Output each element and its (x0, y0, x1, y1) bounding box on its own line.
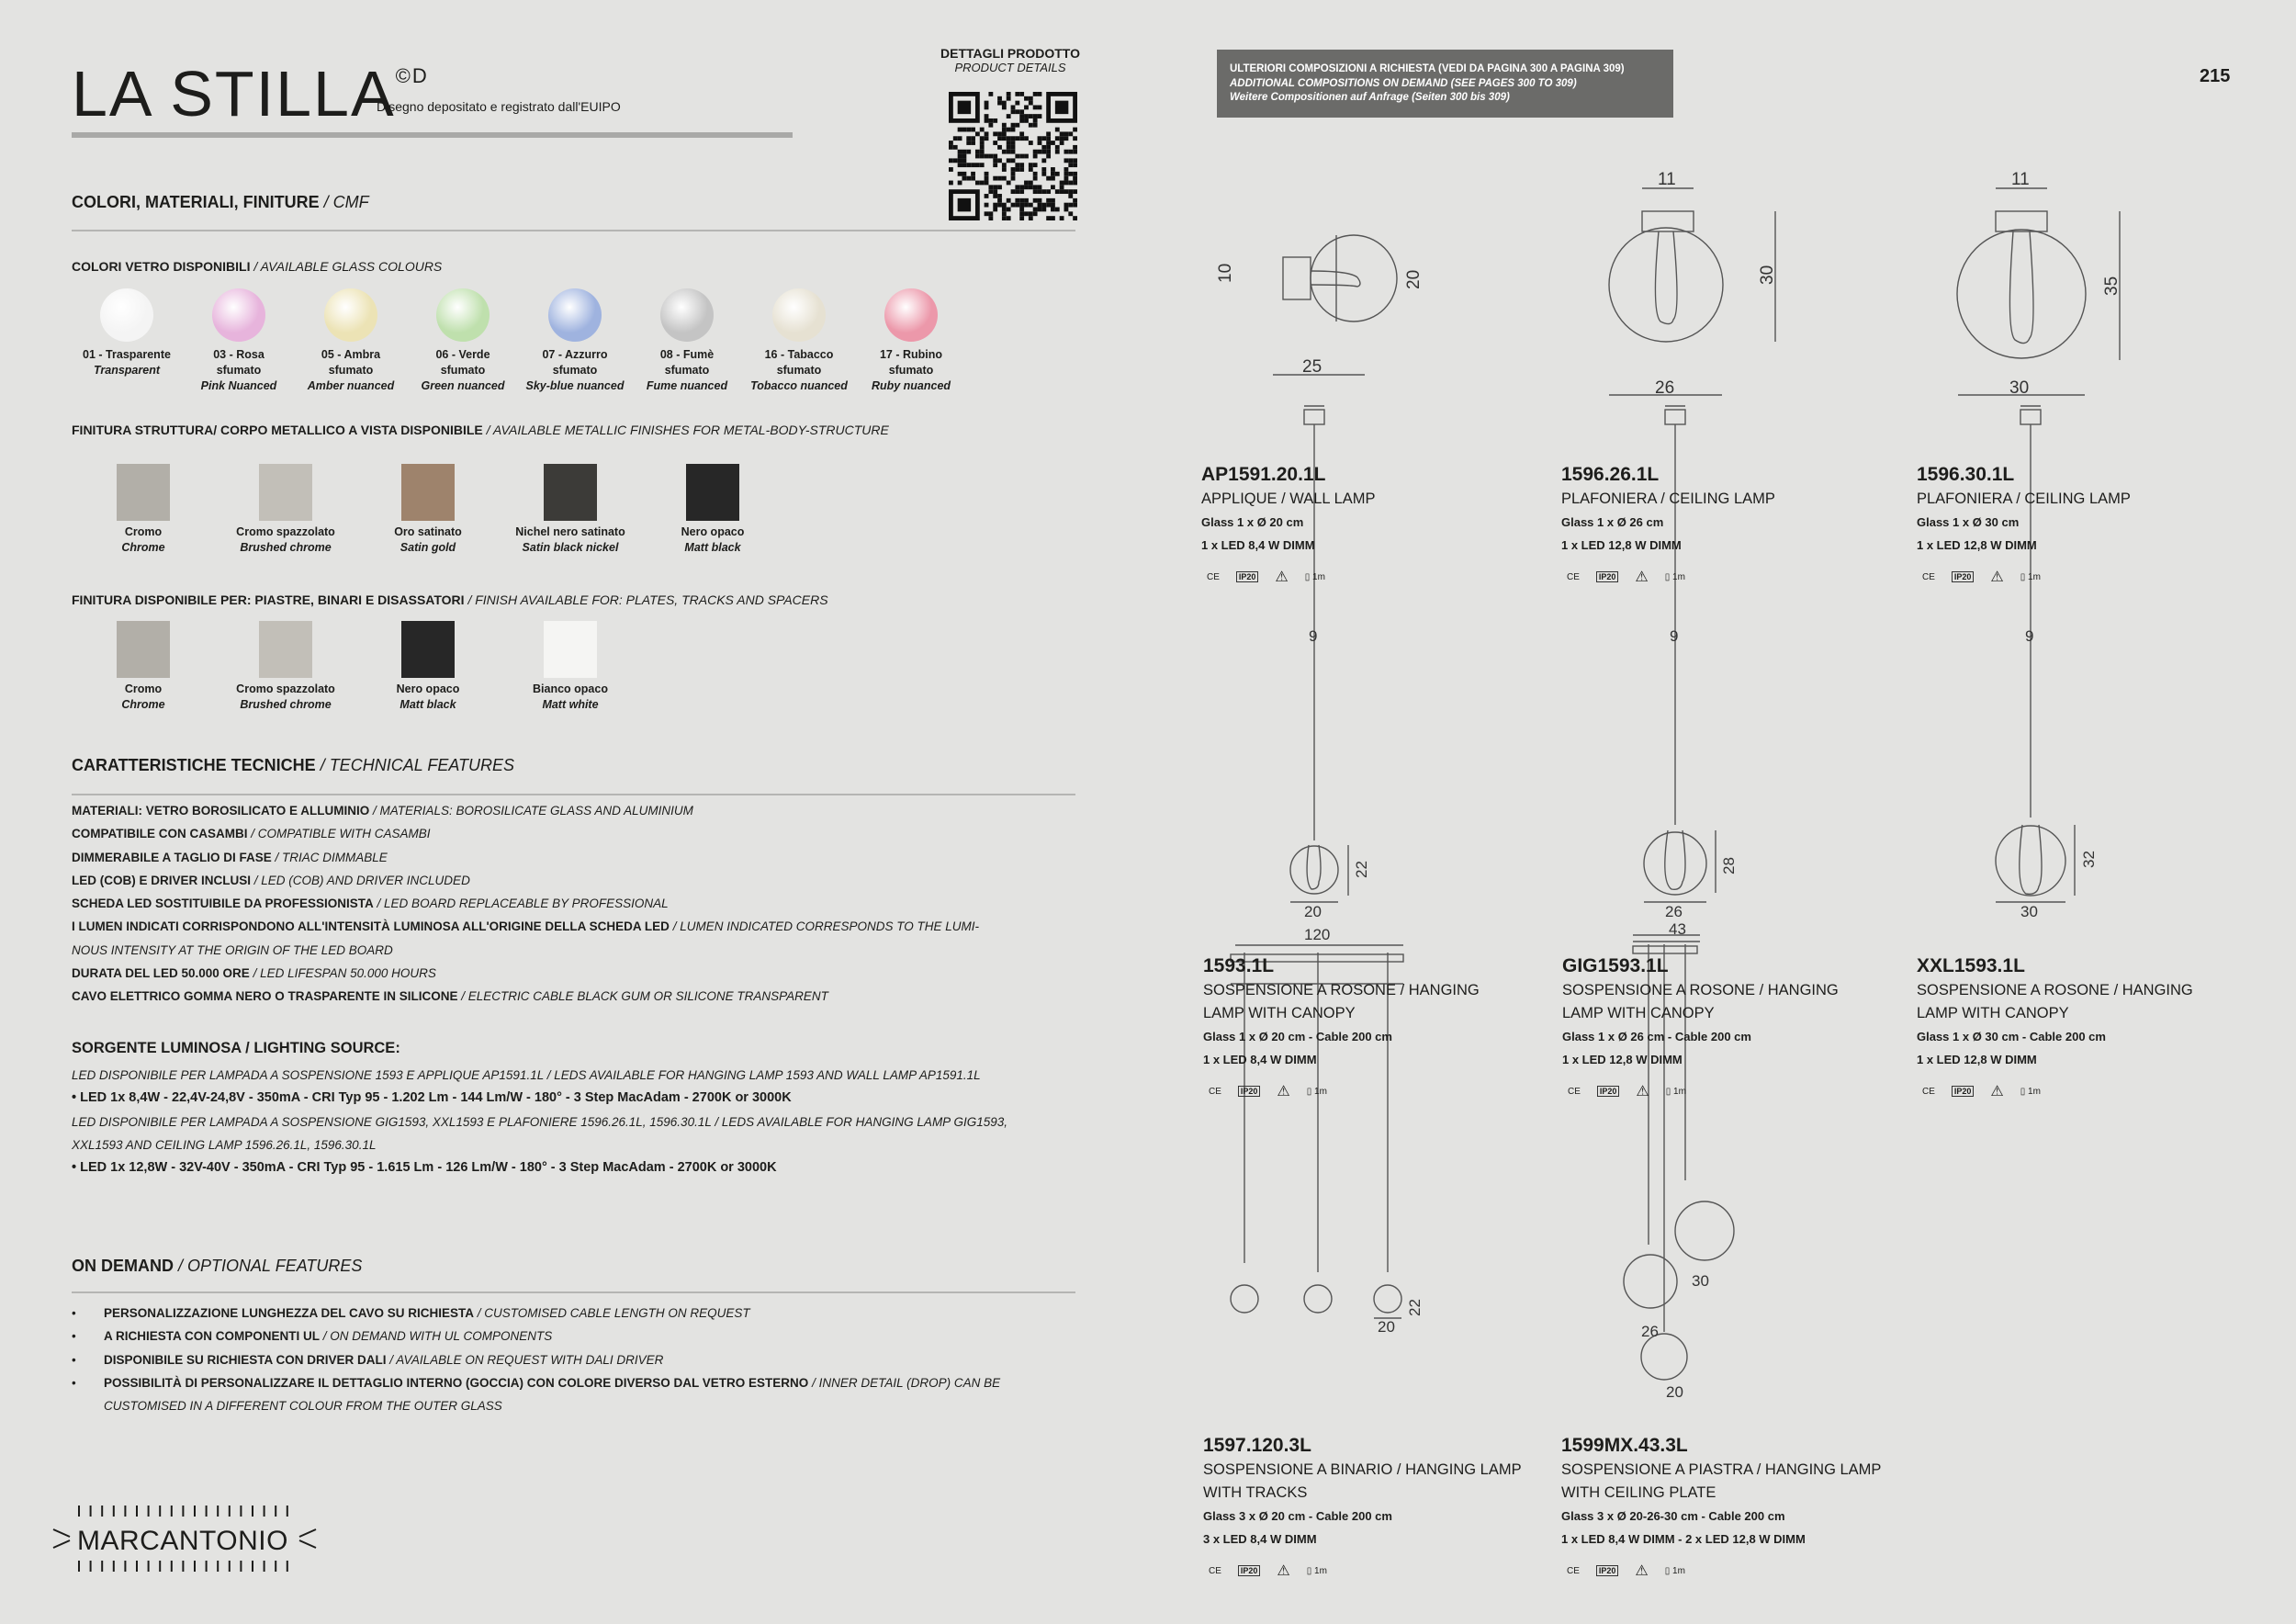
page-number: 215 (2200, 66, 2231, 86)
warning-triangle-icon: ⚠ (1990, 570, 2004, 585)
glass-colour-6: 08 - Fumè sfumato Fume nuanced (632, 288, 742, 394)
brand-name: MARCANTONIO (77, 1526, 288, 1556)
warning-triangle-icon: ⚠ (1277, 1084, 1290, 1100)
product-1597-120-3l (1203, 1435, 1561, 1580)
dim-p30-b: 35 (2102, 276, 2122, 296)
demand-item: • PERSONALIZZAZIONE LUNGHEZZA DEL CAVO SU RICHIESTA / CUSTOMISED CABLE LENGTH ON REQUEST (72, 1306, 750, 1320)
product-glass: Glass 1 x Ø 26 cm - Cable 200 cm (1562, 1030, 1751, 1043)
glass-ball-icon (772, 288, 826, 342)
distance-1m-icon: ▯ 1m (1664, 1565, 1685, 1576)
product-code: 1599MX.43.3L (1561, 1435, 1688, 1456)
cmf-rule (72, 230, 1075, 231)
dim-plate-c: 26 (1641, 1323, 1659, 1340)
dim-xxl-c: 30 (2020, 903, 2038, 920)
product-gig1593-1l (1562, 955, 1920, 1100)
finish-chip-icon (686, 464, 739, 521)
metal-finish-3: Oro satinato Satin gold (355, 464, 501, 556)
product-desc: SOSPENSIONE A BINARIO / HANGING LAMP (1203, 1461, 1522, 1478)
warning-triangle-icon: ⚠ (1635, 570, 1649, 585)
dim-gig-b: 28 (1720, 857, 1738, 874)
plates-finish-4: Bianco opaco Matt white (497, 621, 644, 713)
tech-line: LED (COB) E DRIVER INCLUSI / LED (COB) AND DRIVER INCLUDED (72, 873, 470, 887)
warning-triangle-icon: ⚠ (1277, 1563, 1290, 1579)
distance-1m-icon: ▯ 1m (2020, 1086, 2041, 1097)
product-code: XXL1593.1L (1917, 955, 2025, 976)
dim-plate-a: 43 (1669, 920, 1686, 938)
glass-ball-icon (100, 288, 153, 342)
demand-heading: ON DEMAND / OPTIONAL FEATURES (72, 1257, 363, 1275)
product-led: 1 x LED 8,4 W DIMM (1203, 1053, 1317, 1066)
finish-chip-icon (544, 464, 597, 521)
product-desc: SOSPENSIONE A PIASTRA / HANGING LAMP (1561, 1461, 1882, 1478)
subtitle: Disegno depositato e registrato dall'EUIPO (377, 99, 621, 114)
tech-line: SCHEDA LED SOSTITUIBILE DA PROFESSIONISTA / LED BOARD REPLACEABLE BY PROFESSIONAL (72, 897, 669, 911)
source-line-1: LED DISPONIBILE PER LAMPADA A SOSPENSIONE 1593 E APPLIQUE AP1591.1L / LEDS AVAILABLE FOR HANGING LAMP 1593 AND WALL LAMP AP1591.1L (72, 1068, 981, 1082)
dim-p26-a: 11 (1658, 170, 1676, 189)
product-glass: Glass 1 x Ø 30 cm (1917, 515, 2020, 529)
glass-heading: COLORI VETRO DISPONIBILI / AVAILABLE GLASS COLOURS (72, 259, 443, 274)
ce-mark-icon: CE (1922, 571, 1935, 582)
glass-ball-icon (660, 288, 714, 342)
title-underline (72, 132, 793, 138)
dim-track-c: 20 (1378, 1318, 1395, 1336)
finish-chip-icon (117, 464, 170, 521)
product-glass: Glass 1 x Ø 30 cm - Cable 200 cm (1917, 1030, 2106, 1043)
product-glass: Glass 1 x Ø 20 cm (1201, 515, 1304, 529)
tech-features-list (72, 799, 979, 1009)
qr-code[interactable] (949, 92, 1077, 220)
tech-heading: CARATTERISTICHE TECNICHE / TECHNICAL FEATURES (72, 756, 515, 774)
technical-drawings (1194, 147, 2296, 1451)
product-desc-2: WITH TRACKS (1203, 1484, 1308, 1501)
cert-icons (1209, 1562, 1561, 1580)
product-led: 1 x LED 12,8 W DIMM (1561, 538, 1682, 552)
metal-finish-1: Cromo Chrome (70, 464, 217, 556)
warning-triangle-icon: ⚠ (1990, 1084, 2004, 1100)
metal-finish-5: Nero opaco Matt black (639, 464, 786, 556)
ip20-icon: IP20 (1238, 1565, 1261, 1576)
dim-1593-b: 22 (1353, 861, 1370, 878)
ceiling-lamp-26-drawing (1609, 188, 1775, 395)
dim-plate-b: 30 (1692, 1272, 1709, 1290)
dim-p30-a: 11 (2011, 170, 2030, 189)
product-code: 1596.26.1L (1561, 464, 1660, 485)
plates-finish-3: Nero opaco Matt black (355, 621, 501, 713)
glass-ball-icon (324, 288, 377, 342)
ce-mark-icon: CE (1209, 1086, 1221, 1097)
tech-line: DIMMERABILE A TAGLIO DI FASE / TRIAC DIMMABLE (72, 850, 388, 864)
cert-icons (1207, 568, 1559, 586)
product-xxl1593-1l (1917, 955, 2275, 1100)
tech-rule (72, 794, 1075, 795)
distance-1m-icon: ▯ 1m (2020, 571, 2041, 582)
glass-colour-4: 06 - Verde sfumato Green nuanced (408, 288, 518, 394)
product-1596-26-1l (1561, 464, 1919, 586)
product-led: 1 x LED 12,8 W DIMM (1562, 1053, 1683, 1066)
dim-1593-a: 9 (1309, 627, 1318, 645)
ce-mark-icon: CE (1922, 1086, 1935, 1097)
product-led: 3 x LED 8,4 W DIMM (1203, 1532, 1317, 1546)
product-desc: PLAFONIERA / CEILING LAMP (1917, 491, 2131, 507)
glass-ball-icon (548, 288, 602, 342)
distance-1m-icon: ▯ 1m (1665, 1086, 1686, 1097)
dim-plate-d: 20 (1666, 1383, 1683, 1401)
dim-p26-c: 26 (1655, 378, 1675, 398)
tech-line: I LUMEN INDICATI CORRISPONDONO ALL'INTENSITÀ LUMINOSA ALL'ORIGINE DELLA SCHEDA LED / LUMEN INDICATED CORRESPONDS TO THE LUMI- (72, 919, 979, 934)
ce-mark-icon: CE (1207, 571, 1220, 582)
cert-icons (1568, 1082, 1920, 1100)
warning-triangle-icon: ⚠ (1635, 1563, 1649, 1579)
plates-finish-2: Cromo spazzolato Brushed chrome (212, 621, 359, 713)
finish-chip-icon (117, 621, 170, 678)
glass-colour-1: 01 - Trasparente Transparent (72, 288, 182, 378)
demand-rule (72, 1291, 1075, 1293)
cert-icons (1567, 1562, 1919, 1580)
ip20-icon: IP20 (1596, 571, 1619, 582)
metal-heading: FINITURA STRUTTURA/ CORPO METALLICO A VISTA DISPONIBILE / AVAILABLE METALLIC FINISHES FOR METAL-BODY-STRUCTURE (72, 423, 889, 437)
ce-mark-icon: CE (1567, 571, 1580, 582)
product-code: 1596.30.1L (1917, 464, 2015, 485)
cmf-heading: COLORI, MATERIALI, FINITURE / CMF (72, 193, 369, 211)
ip20-icon: IP20 (1238, 1086, 1261, 1097)
product-glass: Glass 3 x Ø 20 cm - Cable 200 cm (1203, 1509, 1392, 1523)
dim-ap-a: 10 (1216, 263, 1235, 283)
dim-ap-b: 20 (1404, 269, 1424, 289)
ip20-icon: IP20 (1952, 571, 1975, 582)
product-glass: Glass 1 x Ø 26 cm (1561, 515, 1664, 529)
dim-xxl-b: 32 (2080, 851, 2098, 868)
demand-item: • DISPONIBILE SU RICHIESTA CON DRIVER DALI / AVAILABLE ON REQUEST WITH DALI DRIVER (72, 1352, 664, 1367)
dim-p26-b: 30 (1758, 265, 1777, 285)
cert-icons (1922, 1082, 2275, 1100)
cert-icons (1922, 568, 2275, 586)
cert-icons (1567, 568, 1919, 586)
source-line-3: LED DISPONIBILE PER LAMPADA A SOSPENSIONE GIG1593, XXL1593 E PLAFONIERE 1596.26.1L, 1596.30.1L / LEDS AVAILABLE FOR HANGING LAMP GIG1593, (72, 1114, 1007, 1129)
product-desc: SOSPENSIONE A ROSONE / HANGING (1562, 982, 1839, 998)
glass-ball-icon (212, 288, 265, 342)
glass-ball-icon (884, 288, 938, 342)
tech-line: NOUS INTENSITY AT THE ORIGIN OF THE LED BOARD (72, 942, 393, 957)
dim-ap-c: 25 (1302, 357, 1322, 377)
ce-mark-icon: CE (1209, 1565, 1221, 1576)
ce-mark-icon: CE (1568, 1086, 1581, 1097)
dim-track-a: 120 (1304, 926, 1331, 943)
ip20-icon: IP20 (1597, 1086, 1620, 1097)
glass-colour-8: 17 - Rubino sfumato Ruby nuanced (856, 288, 966, 394)
product-led: 1 x LED 12,8 W DIMM (1917, 1053, 2037, 1066)
product-1599mx-43-3l (1561, 1435, 1919, 1580)
demand-item: • POSSIBILITÀ DI PERSONALIZZARE IL DETTAGLIO INTERNO (GOCCIA) CON COLORE DIVERSO DAL VETRO ESTERNO / INNER DETAIL (DROP) CAN BE CUSTOMISED IN A DIFFERENT COLOUR FROM THE OUTER GLASS (72, 1375, 1001, 1414)
cert-icons (1209, 1082, 1561, 1100)
ip20-icon: IP20 (1236, 571, 1259, 582)
finish-chip-icon (401, 464, 455, 521)
ip20-icon: IP20 (1596, 1565, 1619, 1576)
product-glass: Glass 1 x Ø 20 cm - Cable 200 cm (1203, 1030, 1392, 1043)
product-1593-1l (1203, 955, 1561, 1100)
dim-gig-c: 26 (1665, 903, 1683, 920)
source-block (72, 1064, 1007, 1179)
product-desc: APPLIQUE / WALL LAMP (1201, 491, 1376, 507)
plates-heading: FINITURA DISPONIBILE PER: PIASTRE, BINARI E DISASSATORI / FINISH AVAILABLE FOR: PLATES, TRACKS AND SPACERS (72, 592, 828, 607)
glass-colour-7: 16 - Tabacco sfumato Tobacco nuanced (744, 288, 854, 394)
finish-chip-icon (259, 464, 312, 521)
product-1596-30-1l (1917, 464, 2275, 586)
metal-finish-2: Cromo spazzolato Brushed chrome (212, 464, 359, 556)
marcantonio-logo (51, 1502, 318, 1575)
distance-1m-icon: ▯ 1m (1306, 1086, 1327, 1097)
dim-1593-c: 20 (1304, 903, 1322, 920)
product-details-label: DETTAGLI PRODOTTO PRODUCT DETAILS (940, 46, 1080, 74)
product-desc-2: LAMP WITH CANOPY (1203, 1005, 1356, 1021)
page-title: LA $STILLA^{©D}$ (72, 58, 429, 130)
source-heading: SORGENTE LUMINOSA / LIGHTING SOURCE: (72, 1040, 400, 1056)
product-desc-2: WITH CEILING PLATE (1561, 1484, 1716, 1501)
glass-ball-icon (436, 288, 490, 342)
ce-mark-icon: CE (1567, 1565, 1580, 1576)
ip20-icon: IP20 (1952, 1086, 1975, 1097)
product-led: 1 x LED 12,8 W DIMM (1917, 538, 2037, 552)
dim-p30-c: 30 (2009, 378, 2030, 398)
source-line-4: XXL1593 AND CEILING LAMP 1596.26.1L, 1596.30.1L (72, 1137, 377, 1152)
demand-item: • A RICHIESTA CON COMPONENTI UL / ON DEMAND WITH UL COMPONENTS (72, 1329, 553, 1344)
glass-colour-2: 03 - Rosa sfumato Pink Nuanced (184, 288, 294, 394)
product-code: GIG1593.1L (1562, 955, 1669, 976)
distance-1m-icon: ▯ 1m (1664, 571, 1685, 582)
ceiling-lamp-30-drawing (1957, 188, 2120, 395)
dim-track-b: 22 (1406, 1299, 1424, 1316)
distance-1m-icon: ▯ 1m (1306, 1565, 1327, 1576)
finish-chip-icon (259, 621, 312, 678)
product-ap1591-20-1l (1201, 464, 1559, 586)
tech-line: DURATA DEL LED 50.000 ORE / LED LIFESPAN 50.000 HOURS (72, 966, 436, 981)
metal-finish-4: Nichel nero satinato Satin black nickel (497, 464, 644, 556)
glass-colour-3: 05 - Ambra sfumato Amber nuanced (296, 288, 406, 394)
product-code: AP1591.20.1L (1201, 464, 1326, 485)
product-desc-2: LAMP WITH CANOPY (1917, 1005, 2069, 1021)
source-line-2: • LED 1x 8,4W - 22,4V-24,8V - 350mA - CRI Typ 95 - 1.202 Lm - 144 Lm/W - 180° - 3 Step MacAdam - 2700K or 3000K (72, 1090, 792, 1106)
product-desc: SOSPENSIONE A ROSONE / HANGING (1203, 982, 1480, 998)
product-desc: SOSPENSIONE A ROSONE / HANGING (1917, 982, 2193, 998)
finish-chip-icon (401, 621, 455, 678)
plates-finish-1: Cromo Chrome (70, 621, 217, 713)
product-code: 1593.1L (1203, 955, 1275, 976)
product-led: 1 x LED 8,4 W DIMM - 2 x LED 12,8 W DIMM (1561, 1532, 1806, 1546)
tech-line: COMPATIBILE CON CASAMBI / COMPATIBLE WITH CASAMBI (72, 827, 431, 841)
finish-chip-icon (544, 621, 597, 678)
warning-triangle-icon: ⚠ (1275, 570, 1289, 585)
product-glass: Glass 3 x Ø 20-26-30 cm - Cable 200 cm (1561, 1509, 1785, 1523)
product-led: 1 x LED 8,4 W DIMM (1201, 538, 1315, 552)
product-desc-2: LAMP WITH CANOPY (1562, 1005, 1715, 1021)
distance-1m-icon: ▯ 1m (1304, 571, 1325, 582)
tech-line: MATERIALI: VETRO BOROSILICATO E ALLUMINIO / MATERIALS: BOROSILICATE GLASS AND ALUMINIUM (72, 804, 693, 818)
dim-gig-a: 9 (1670, 627, 1679, 645)
product-desc: PLAFONIERA / CEILING LAMP (1561, 491, 1775, 507)
source-line-5: • LED 1x 12,8W - 32V-40V - 350mA - CRI Typ 95 - 1.615 Lm - 126 Lm/W - 180° - 3 Step MacAdam - 2700K or 3000K (72, 1160, 777, 1176)
additional-compositions-banner: ULTERIORI COMPOSIZIONI A RICHIESTA (VEDI DA PAGINA 300 A PAGINA 309) ADDITIONAL COMPOSITIONS ON DEMAND (SEE PAGES 300 TO 309) Weitere Compositionen auf Anfrage (Seiten 300 bis 309) (1217, 50, 1673, 118)
demand-list (72, 1302, 1000, 1417)
tech-line: CAVO ELETTRICO GOMMA NERO O TRASPARENTE IN SILICONE / ELECTRIC CABLE BLACK GUM OR SILICONE TRANSPARENT (72, 989, 828, 1004)
warning-triangle-icon: ⚠ (1636, 1084, 1649, 1100)
glass-colour-5: 07 - Azzurro sfumato Sky-blue nuanced (520, 288, 630, 394)
wall-lamp-drawing (1273, 235, 1397, 375)
product-code: 1597.120.3L (1203, 1435, 1311, 1456)
dim-xxl-a: 9 (2025, 627, 2034, 645)
